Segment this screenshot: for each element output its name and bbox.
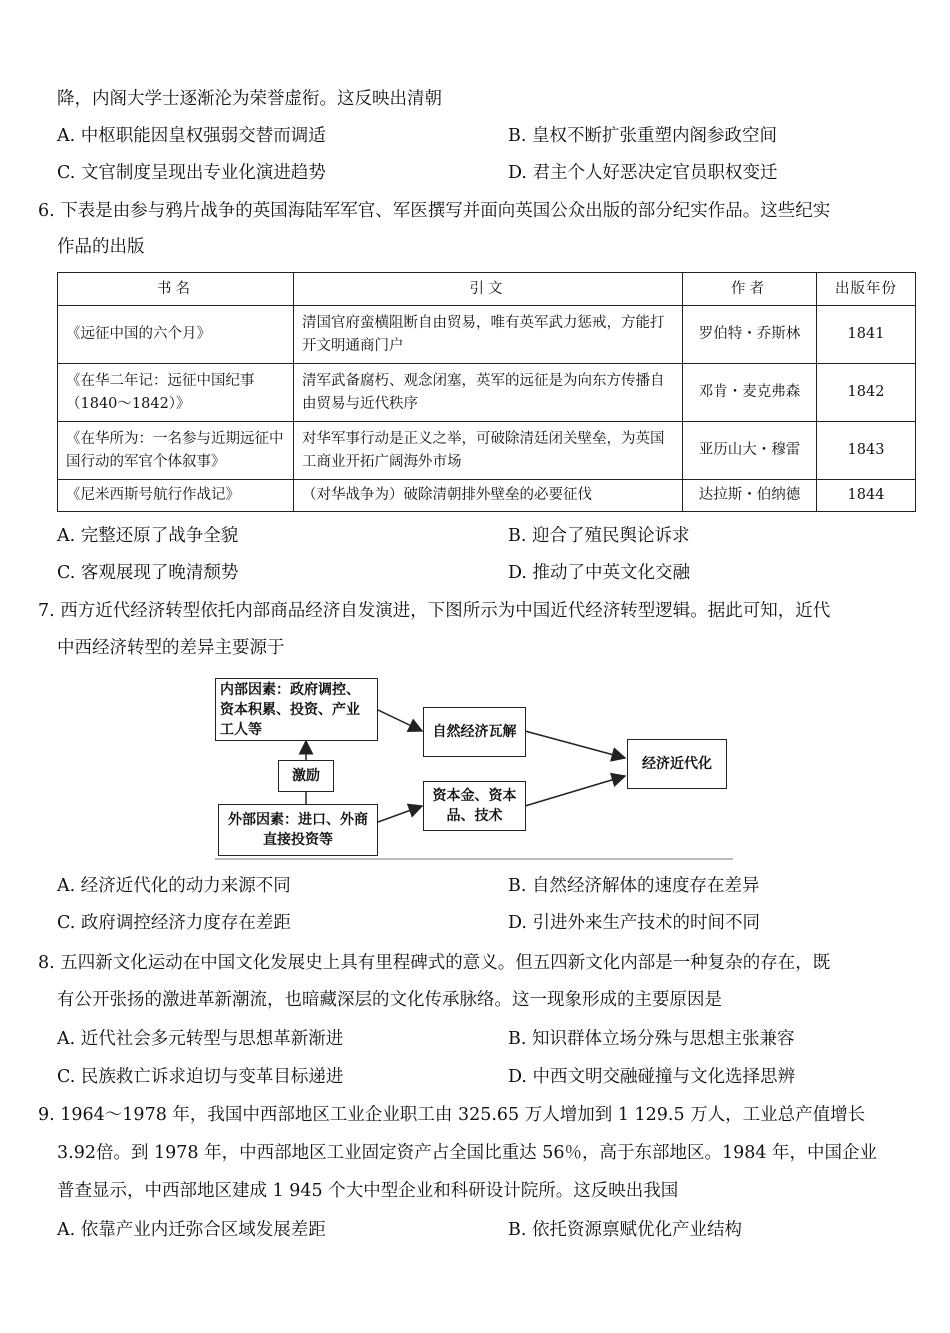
q8-option-d[interactable]: D. 中西文明交融碰撞与文化选择思辨 bbox=[508, 1067, 796, 1087]
q7-option-c[interactable]: C. 政府调控经济力度存在差距 bbox=[57, 913, 291, 933]
cell-author: 罗伯特・乔斯林 bbox=[683, 306, 817, 364]
q6-option-b[interactable]: B. 迎合了殖民舆论诉求 bbox=[508, 526, 690, 546]
q9-option-a[interactable]: A. 依靠产业内迁弥合区域发展差距 bbox=[57, 1220, 326, 1240]
q6-option-d[interactable]: D. 推动了中英文化交融 bbox=[508, 563, 691, 583]
works-table bbox=[57, 272, 916, 512]
cell-title: 《在华所为：一名参与近期远征中国行动的军官个体叙事》 bbox=[58, 422, 294, 480]
q9-stem-line-3: 普查显示，中西部地区建成 1 945 个大中型企业和科研设计院所。这反映出我国 bbox=[57, 1181, 679, 1201]
q9-stem-line-2: 3.92倍。到 1978 年，中西部地区工业固定资产占全国比重达 56％，高于东部地区。1984 年，中国企业 bbox=[57, 1143, 878, 1163]
q8-option-a[interactable]: A. 近代社会多元转型与思想革新渐进 bbox=[57, 1029, 344, 1049]
q7-stem-line-1: 7. 西方近代经济转型依托内部商品经济自发演进，下图所示为中国近代经济转型逻辑。据此可知，近代 bbox=[38, 601, 831, 621]
box-internal-factors: 内部因素：政府调控、资本积累、投资、产业工人等 bbox=[215, 678, 378, 741]
q8-stem-line-1: 8. 五四新文化运动在中国文化发展史上具有里程碑式的意义。但五四新文化内部是一种复杂的存在，既 bbox=[38, 953, 831, 973]
q6-stem-line-1: 6. 下表是由参与鸦片战争的英国海陆军军官、军医撰写并面向英国公众出版的部分纪实作品。这些纪实 bbox=[38, 201, 831, 221]
cell-author: 达拉斯・伯纳德 bbox=[683, 480, 817, 512]
q8-stem-line-2: 有公开张扬的激进革新潮流，也暗藏深层的文化传承脉络。这一现象形成的主要原因是 bbox=[57, 990, 722, 1010]
q7-option-b[interactable]: B. 自然经济解体的速度存在差异 bbox=[508, 876, 760, 896]
cell-year: 1842 bbox=[817, 364, 916, 422]
q7-option-d[interactable]: D. 引进外来生产技术的时间不同 bbox=[508, 913, 761, 933]
q6-option-a[interactable]: A. 完整还原了战争全貌 bbox=[57, 526, 239, 546]
q8-option-b[interactable]: B. 知识群体立场分殊与思想主张兼容 bbox=[508, 1029, 795, 1049]
cell-title: 《在华二年记：远征中国纪事（1840～1842）》 bbox=[58, 364, 294, 422]
cell-year: 1844 bbox=[817, 480, 916, 512]
arrow-collapse-to-modernization bbox=[525, 731, 625, 758]
cell-quote: 对华军事行动是正义之举，可破除清廷闭关壁垒，为英国工商业开拓广阔海外市场 bbox=[294, 422, 683, 480]
q6-stem-line-2: 作品的出版 bbox=[57, 237, 145, 257]
header-year: 出版年份 bbox=[817, 273, 916, 306]
cell-author: 亚历山大・穆雷 bbox=[683, 422, 817, 480]
table-row bbox=[58, 364, 916, 422]
cell-author: 邓肯・麦克弗森 bbox=[683, 364, 817, 422]
q5-option-c[interactable]: C. 文官制度呈现出专业化演进趋势 bbox=[57, 163, 326, 183]
arrow-capital-to-modernization bbox=[525, 776, 625, 806]
box-economic-modernization: 经济近代化 bbox=[627, 739, 727, 789]
q6-option-c[interactable]: C. 客观展现了晚清颓势 bbox=[57, 563, 239, 583]
arrow-external-to-capital bbox=[378, 806, 422, 822]
economic-transition-diagram bbox=[215, 676, 733, 861]
cell-quote: 清军武备腐朽、观念闭塞，英军的远征是为向东方传播自由贸易与近代秩序 bbox=[294, 364, 683, 422]
box-incentive: 激励 bbox=[278, 760, 334, 792]
cell-quote: （对华战争为）破除清朝排外壁垒的必要征伐 bbox=[294, 480, 683, 512]
header-author: 作者 bbox=[683, 273, 817, 306]
cell-title: 《尼米西斯号航行作战记》 bbox=[58, 480, 294, 512]
arrow-internal-to-collapse bbox=[378, 710, 422, 731]
cell-title: 《远征中国的六个月》 bbox=[58, 306, 294, 364]
q5-option-b[interactable]: B. 皇权不断扩张重塑内阁参政空间 bbox=[508, 126, 777, 146]
table-header-row bbox=[58, 273, 916, 306]
q9-option-b[interactable]: B. 依托资源禀赋优化产业结构 bbox=[508, 1220, 742, 1240]
q5-option-a[interactable]: A. 中枢职能因皇权强弱交替而调适 bbox=[57, 126, 326, 146]
q8-option-c[interactable]: C. 民族救亡诉求迫切与变革目标递进 bbox=[57, 1067, 344, 1087]
q5-stem-tail: 降，内阁大学士逐渐沦为荣誉虚衔。这反映出清朝 bbox=[57, 89, 442, 109]
table-row bbox=[58, 480, 916, 512]
cell-quote: 清国官府蛮横阻断自由贸易，唯有英军武力惩戒，方能打开文明通商门户 bbox=[294, 306, 683, 364]
header-title: 书名 bbox=[58, 273, 294, 306]
q7-option-a[interactable]: A. 经济近代化的动力来源不同 bbox=[57, 876, 291, 896]
cell-year: 1843 bbox=[817, 422, 916, 480]
q5-option-d[interactable]: D. 君主个人好恶决定官员职权变迁 bbox=[508, 163, 778, 183]
box-natural-economy-collapse: 自然经济瓦解 bbox=[423, 707, 526, 757]
cell-year: 1841 bbox=[817, 306, 916, 364]
header-quote: 引文 bbox=[294, 273, 683, 306]
box-external-factors: 外部因素：进口、外商直接投资等 bbox=[218, 804, 378, 856]
box-capital-technology: 资本金、资本品、技术 bbox=[423, 781, 526, 831]
q7-stem-line-2: 中西经济转型的差异主要源于 bbox=[57, 638, 285, 658]
table-row bbox=[58, 306, 916, 364]
q9-stem-line-1: 9. 1964～1978 年，我国中西部地区工业企业职工由 325.65 万人增加到 1 129.5 万人，工业总产值增长 bbox=[38, 1105, 866, 1125]
diagram-baseline bbox=[215, 858, 733, 860]
table-row bbox=[58, 422, 916, 480]
